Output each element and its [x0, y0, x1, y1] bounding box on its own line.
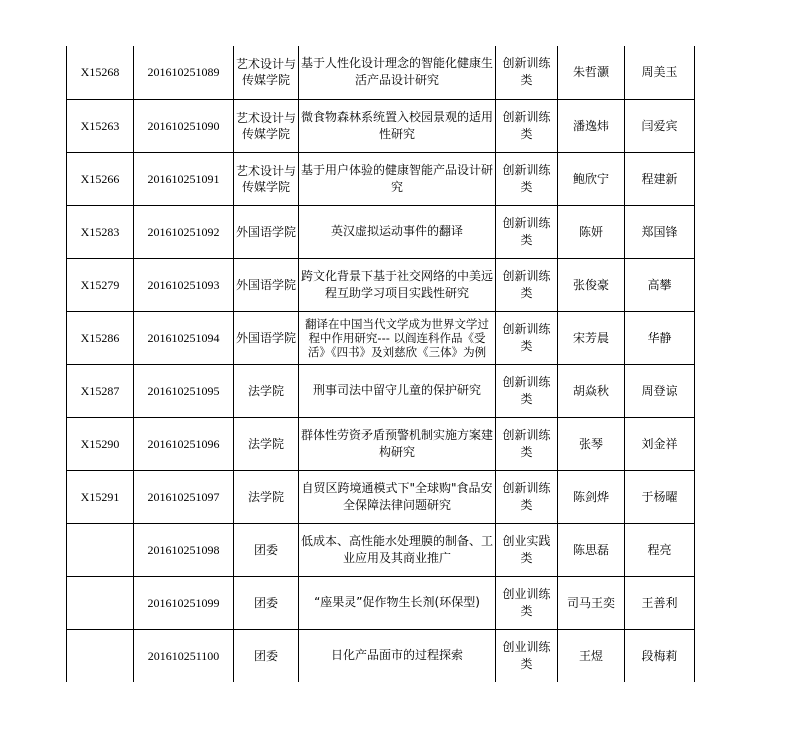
project-table — [66, 46, 695, 682]
advisor-cell: 周登谅 — [625, 364, 695, 417]
project-code-cell: X15291 — [67, 470, 134, 523]
table-row — [67, 258, 695, 311]
project-code-cell: X15279 — [67, 258, 134, 311]
college-cell: 法学院 — [234, 364, 299, 417]
project-code-cell — [67, 576, 134, 629]
advisor-cell: 周美玉 — [625, 46, 695, 99]
table-row — [67, 417, 695, 470]
project-code-cell — [67, 629, 134, 682]
table-row — [67, 470, 695, 523]
leader-cell: 鲍欣宁 — [558, 152, 625, 205]
college-cell: 外国语学院 — [234, 311, 299, 364]
project-id-cell: 201610251097 — [134, 470, 234, 523]
leader-cell: 张俊豪 — [558, 258, 625, 311]
advisor-cell: 程亮 — [625, 523, 695, 576]
leader-cell: 朱哲灏 — [558, 46, 625, 99]
project-code-cell: X15290 — [67, 417, 134, 470]
table-row — [67, 576, 695, 629]
table-row — [67, 46, 695, 99]
project-title-cell: 自贸区跨境通模式下"全球购"食品安全保障法律问题研究 — [299, 470, 496, 523]
table-row — [67, 629, 695, 682]
college-cell: 艺术设计与传媒学院 — [234, 99, 299, 152]
college-cell: 外国语学院 — [234, 258, 299, 311]
project-id-cell: 201610251099 — [134, 576, 234, 629]
leader-cell: 陈剑烨 — [558, 470, 625, 523]
project-title-cell: 英汉虚拟运动事件的翻译 — [299, 205, 496, 258]
category-cell: 创业实践类 — [496, 523, 558, 576]
project-title-cell: 翻译在中国当代文学成为世界文学过程中作用研究--- 以阎连科作品《受活》《四书》及刘慈欣《三体》为例 — [299, 311, 496, 364]
college-cell: 团委 — [234, 576, 299, 629]
project-title-cell: 基于用户体验的健康智能产品设计研究 — [299, 152, 496, 205]
table-row — [67, 311, 695, 364]
category-cell: 创业训练类 — [496, 576, 558, 629]
college-cell: 艺术设计与传媒学院 — [234, 46, 299, 99]
college-cell: 法学院 — [234, 470, 299, 523]
category-cell: 创新训练类 — [496, 152, 558, 205]
advisor-cell: 华静 — [625, 311, 695, 364]
table-row — [67, 364, 695, 417]
project-title-cell: 跨文化背景下基于社交网络的中美远程互助学习项目实践性研究 — [299, 258, 496, 311]
category-cell: 创新训练类 — [496, 470, 558, 523]
project-code-cell — [67, 523, 134, 576]
category-cell: 创新训练类 — [496, 258, 558, 311]
category-cell: 创业训练类 — [496, 629, 558, 682]
advisor-cell: 闫爱宾 — [625, 99, 695, 152]
project-title-cell: 微食物森林系统置入校园景观的适用性研究 — [299, 99, 496, 152]
project-title-cell: 刑事司法中留守儿童的保护研究 — [299, 364, 496, 417]
college-cell: 艺术设计与传媒学院 — [234, 152, 299, 205]
leader-cell: 王煜 — [558, 629, 625, 682]
leader-cell: 陈思磊 — [558, 523, 625, 576]
category-cell: 创新训练类 — [496, 311, 558, 364]
advisor-cell: 高攀 — [625, 258, 695, 311]
project-id-cell: 201610251100 — [134, 629, 234, 682]
project-code-cell: X15283 — [67, 205, 134, 258]
project-id-cell: 201610251096 — [134, 417, 234, 470]
advisor-cell: 段梅莉 — [625, 629, 695, 682]
table-row — [67, 99, 695, 152]
project-id-cell: 201610251094 — [134, 311, 234, 364]
project-title-cell: “座果灵”促作物生长剂(环保型) — [299, 576, 496, 629]
advisor-cell: 郑国锋 — [625, 205, 695, 258]
advisor-cell: 刘金祥 — [625, 417, 695, 470]
leader-cell: 张琴 — [558, 417, 625, 470]
advisor-cell: 于杨曜 — [625, 470, 695, 523]
project-id-cell: 201610251098 — [134, 523, 234, 576]
leader-cell: 宋芳晨 — [558, 311, 625, 364]
advisor-cell: 王善利 — [625, 576, 695, 629]
leader-cell: 陈妍 — [558, 205, 625, 258]
category-cell: 创新训练类 — [496, 99, 558, 152]
project-code-cell: X15287 — [67, 364, 134, 417]
college-cell: 外国语学院 — [234, 205, 299, 258]
category-cell: 创新训练类 — [496, 205, 558, 258]
category-cell: 创新训练类 — [496, 417, 558, 470]
project-title-cell: 基于人性化设计理念的智能化健康生活产品设计研究 — [299, 46, 496, 99]
project-id-cell: 201610251093 — [134, 258, 234, 311]
project-id-cell: 201610251092 — [134, 205, 234, 258]
project-title-cell: 群体性劳资矛盾预警机制实施方案建构研究 — [299, 417, 496, 470]
project-code-cell: X15286 — [67, 311, 134, 364]
project-code-cell: X15263 — [67, 99, 134, 152]
project-code-cell: X15266 — [67, 152, 134, 205]
table-row — [67, 523, 695, 576]
project-id-cell: 201610251095 — [134, 364, 234, 417]
advisor-cell: 程建新 — [625, 152, 695, 205]
category-cell: 创新训练类 — [496, 46, 558, 99]
table-row — [67, 152, 695, 205]
project-id-cell: 201610251090 — [134, 99, 234, 152]
project-id-cell: 201610251089 — [134, 46, 234, 99]
project-title-cell: 日化产品面市的过程探索 — [299, 629, 496, 682]
project-title-cell: 低成本、高性能水处理膜的制备、工业应用及其商业推广 — [299, 523, 496, 576]
leader-cell: 胡焱秋 — [558, 364, 625, 417]
project-id-cell: 201610251091 — [134, 152, 234, 205]
leader-cell: 潘逸炜 — [558, 99, 625, 152]
leader-cell: 司马王奕 — [558, 576, 625, 629]
category-cell: 创新训练类 — [496, 364, 558, 417]
college-cell: 团委 — [234, 629, 299, 682]
table-body — [67, 46, 695, 682]
college-cell: 团委 — [234, 523, 299, 576]
table-row — [67, 205, 695, 258]
college-cell: 法学院 — [234, 417, 299, 470]
project-code-cell: X15268 — [67, 46, 134, 99]
